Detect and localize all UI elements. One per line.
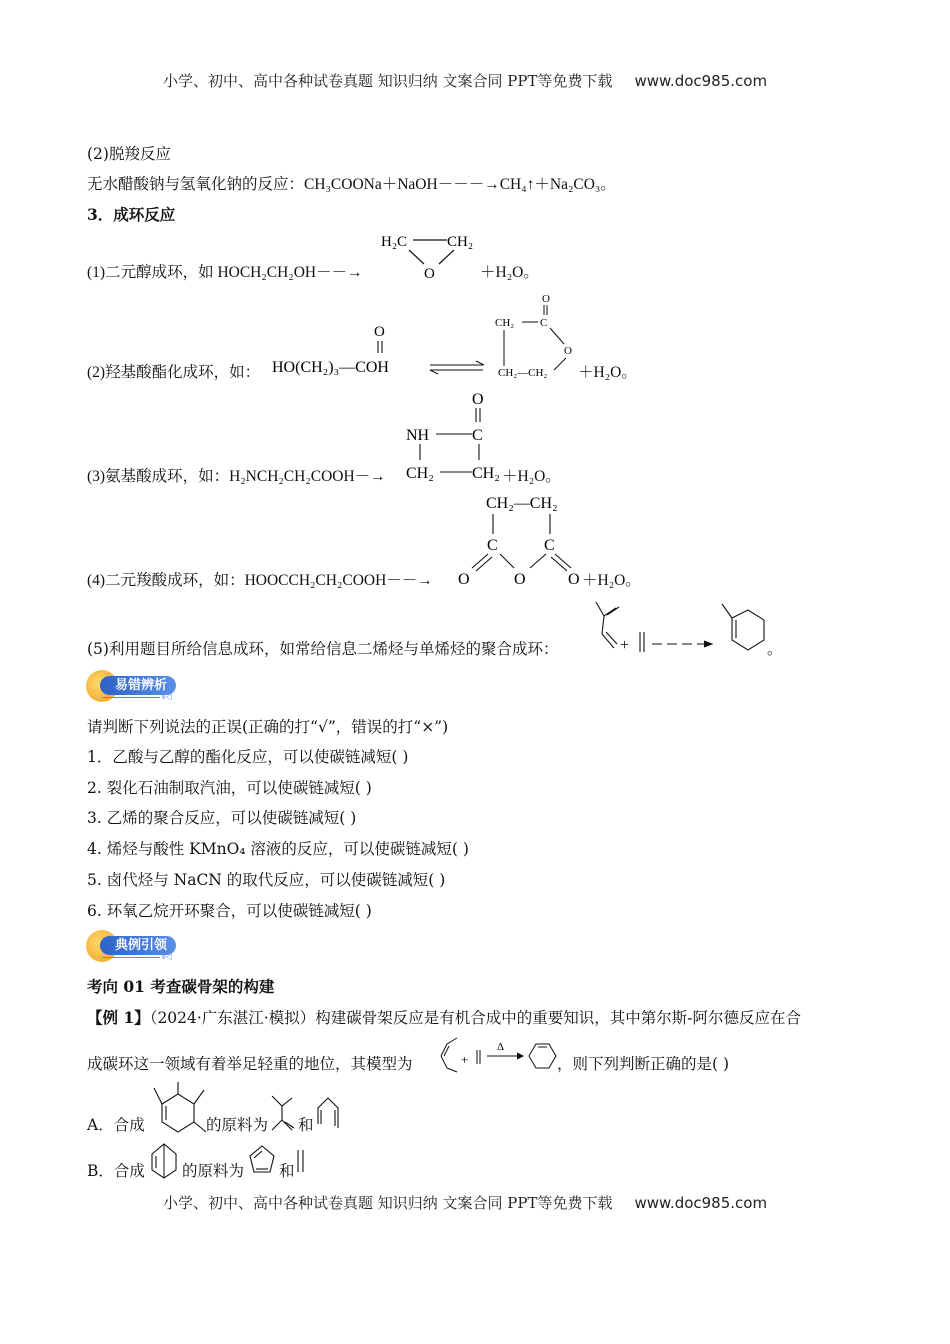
epoxide-oxygen-label: O xyxy=(424,266,435,282)
option-a-reactant-1 xyxy=(268,1092,298,1134)
option-b-reactant-2 xyxy=(294,1148,308,1174)
lactone-ch2-top: CH₂ xyxy=(495,317,515,329)
option-b-product xyxy=(148,1140,182,1180)
item2-suffix: ＋H₂O。 xyxy=(578,364,637,381)
item4-suffix: ＋H₂O。 xyxy=(582,572,641,589)
lactam-nh: NH xyxy=(406,427,430,444)
header-url[interactable]: www.doc985.com xyxy=(634,72,768,90)
mistake-item-4: 4. 烯烃与酸性 KMnO₄ 溶液的反应，可以使碳链减短( ) xyxy=(87,840,469,858)
svg-text:+: + xyxy=(461,1052,469,1067)
lactam-carbonyl-o: O xyxy=(472,391,484,408)
lactone-carbonyl-o: O xyxy=(542,293,550,305)
option-b-reactant-1 xyxy=(246,1142,278,1178)
lactam-ch2-left: CH₂ xyxy=(406,465,434,482)
option-a-prefix: A．合成 xyxy=(87,1116,145,1134)
epoxide-ch2-label: CH₂ xyxy=(447,234,474,250)
item1-prefix: (1)二元醇成环，如 HOCH₂CH₂OH－－→ xyxy=(87,264,363,281)
option-b-mid: 的原料为 xyxy=(182,1162,245,1180)
page-footer xyxy=(163,1192,767,1213)
anhydride-c-right: C xyxy=(544,537,555,554)
diels-alder-scheme xyxy=(590,598,775,660)
mistakes-badge: 易错辨析 ⦀◁ xyxy=(86,670,178,702)
examples-badge: 典例引领 ⦀◁ xyxy=(86,930,178,962)
anhydride-o-left: O xyxy=(458,571,470,588)
lactam-ch2-right: CH₂ xyxy=(472,465,500,482)
example-1-label: 【例 1】 xyxy=(87,1008,150,1027)
examples-badge-label: 典例引领 xyxy=(100,936,176,955)
hydroxy-acid-label: HO(CH₂)₃—COH xyxy=(272,359,389,376)
example-direction: 考向 01 考查碳骨架的构建 xyxy=(87,977,275,996)
example-1-line-2-suffix: ，则下列判断正确的是( ) xyxy=(557,1055,730,1073)
mistake-item-6: 6. 环氧乙烷开环聚合，可以使碳链减短( ) xyxy=(87,902,372,920)
option-a-and: 和 xyxy=(298,1116,314,1134)
decarb-equation: 无水醋酸钠与氢氧化钠的反应：CH₃COONa＋NaOH－－－→CH₄↑＋Na₂CO₃。 xyxy=(87,176,616,193)
item5-suffix: 。 xyxy=(767,640,783,658)
option-a-product xyxy=(148,1080,210,1138)
anhydride-o-ring: O xyxy=(514,571,526,588)
option-a-mid: 的原料为 xyxy=(206,1116,269,1134)
example-1-line-2 xyxy=(87,1053,413,1075)
decarb-heading: (2)脱羧反应 xyxy=(87,145,171,163)
cyclization-item-1 xyxy=(87,262,363,284)
cyclization-heading: 3．成环反应 xyxy=(87,205,176,224)
mistakes-badge-label: 易错辨析 xyxy=(100,676,176,695)
page-header xyxy=(163,70,767,91)
svg-text:+: + xyxy=(620,637,630,654)
item2-prefix: (2)羟基酸酯化成环，如： xyxy=(87,364,261,381)
hydroxy-acid-lactone-structure xyxy=(270,286,600,386)
example-1-line-1 xyxy=(87,1007,801,1029)
option-a-reactant-2 xyxy=(314,1094,342,1134)
diels-alder-model xyxy=(437,1034,557,1074)
item3-suffix: ＋H₂O。 xyxy=(502,468,561,485)
example-1-line-2-prefix: 成碳环这一领域有着举足轻重的地位，其模型为 xyxy=(87,1055,413,1073)
example-1-text: （2024·广东湛江·模拟）构建碳骨架反应是有机合成中的重要知识，其中第尔斯-阿尔德反应在合 xyxy=(149,1009,801,1027)
delta-label: Δ xyxy=(497,1041,505,1053)
lactone-ch2-bottom: CH₂—CH₂ xyxy=(498,367,548,379)
mistake-item-1: 1．乙酸与乙醇的酯化反应，可以使碳链减短( ) xyxy=(87,748,409,766)
header-text: 小学、初中、高中各种试卷真题 知识归纳 文案合同 PPT等免费下载 xyxy=(163,72,613,90)
option-b-prefix: B．合成 xyxy=(87,1162,145,1180)
lactone-c: C xyxy=(540,317,548,329)
footer-url[interactable]: www.doc985.com xyxy=(634,1194,768,1212)
epoxide-h2c-label: H₂C xyxy=(381,234,408,250)
carbonyl-oxygen-label: O xyxy=(374,324,385,340)
option-b-and: 和 xyxy=(279,1162,295,1180)
lactone-ring-o: O xyxy=(564,345,572,357)
succinic-anhydride-structure xyxy=(450,488,600,588)
item3-prefix: (3)氨基酸成环，如：H₂NCH₂CH₂COOH－→ xyxy=(87,468,386,485)
anhydride-o-right: O xyxy=(568,571,580,588)
item5-prefix: (5)利用题目所给信息成环，如常给信息二烯烃与单烯烃的聚合成环： xyxy=(87,640,559,658)
anhydride-c-left: C xyxy=(487,537,498,554)
item4-prefix: (4)二元羧酸成环，如：HOOCCH₂CH₂COOH－－→ xyxy=(87,572,433,589)
lactam-c: C xyxy=(472,427,483,444)
anhydride-top-label: CH₂—CH₂ xyxy=(486,495,558,512)
item1-suffix: ＋H₂O。 xyxy=(480,264,539,281)
epoxide-structure xyxy=(375,228,485,284)
footer-text: 小学、初中、高中各种试卷真题 知识归纳 文案合同 PPT等免费下载 xyxy=(163,1194,613,1212)
mistake-item-3: 3. 乙烯的聚合反应，可以使碳链减短( ) xyxy=(87,809,357,827)
mistake-item-5: 5. 卤代烃与 NaCN 的取代反应，可以使碳链减短( ) xyxy=(87,871,446,889)
mistake-item-2: 2. 裂化石油制取汽油，可以使碳链减短( ) xyxy=(87,779,372,797)
mistakes-intro: 请判断下列说法的正误(正确的打“√”，错误的打“×”) xyxy=(87,718,449,736)
